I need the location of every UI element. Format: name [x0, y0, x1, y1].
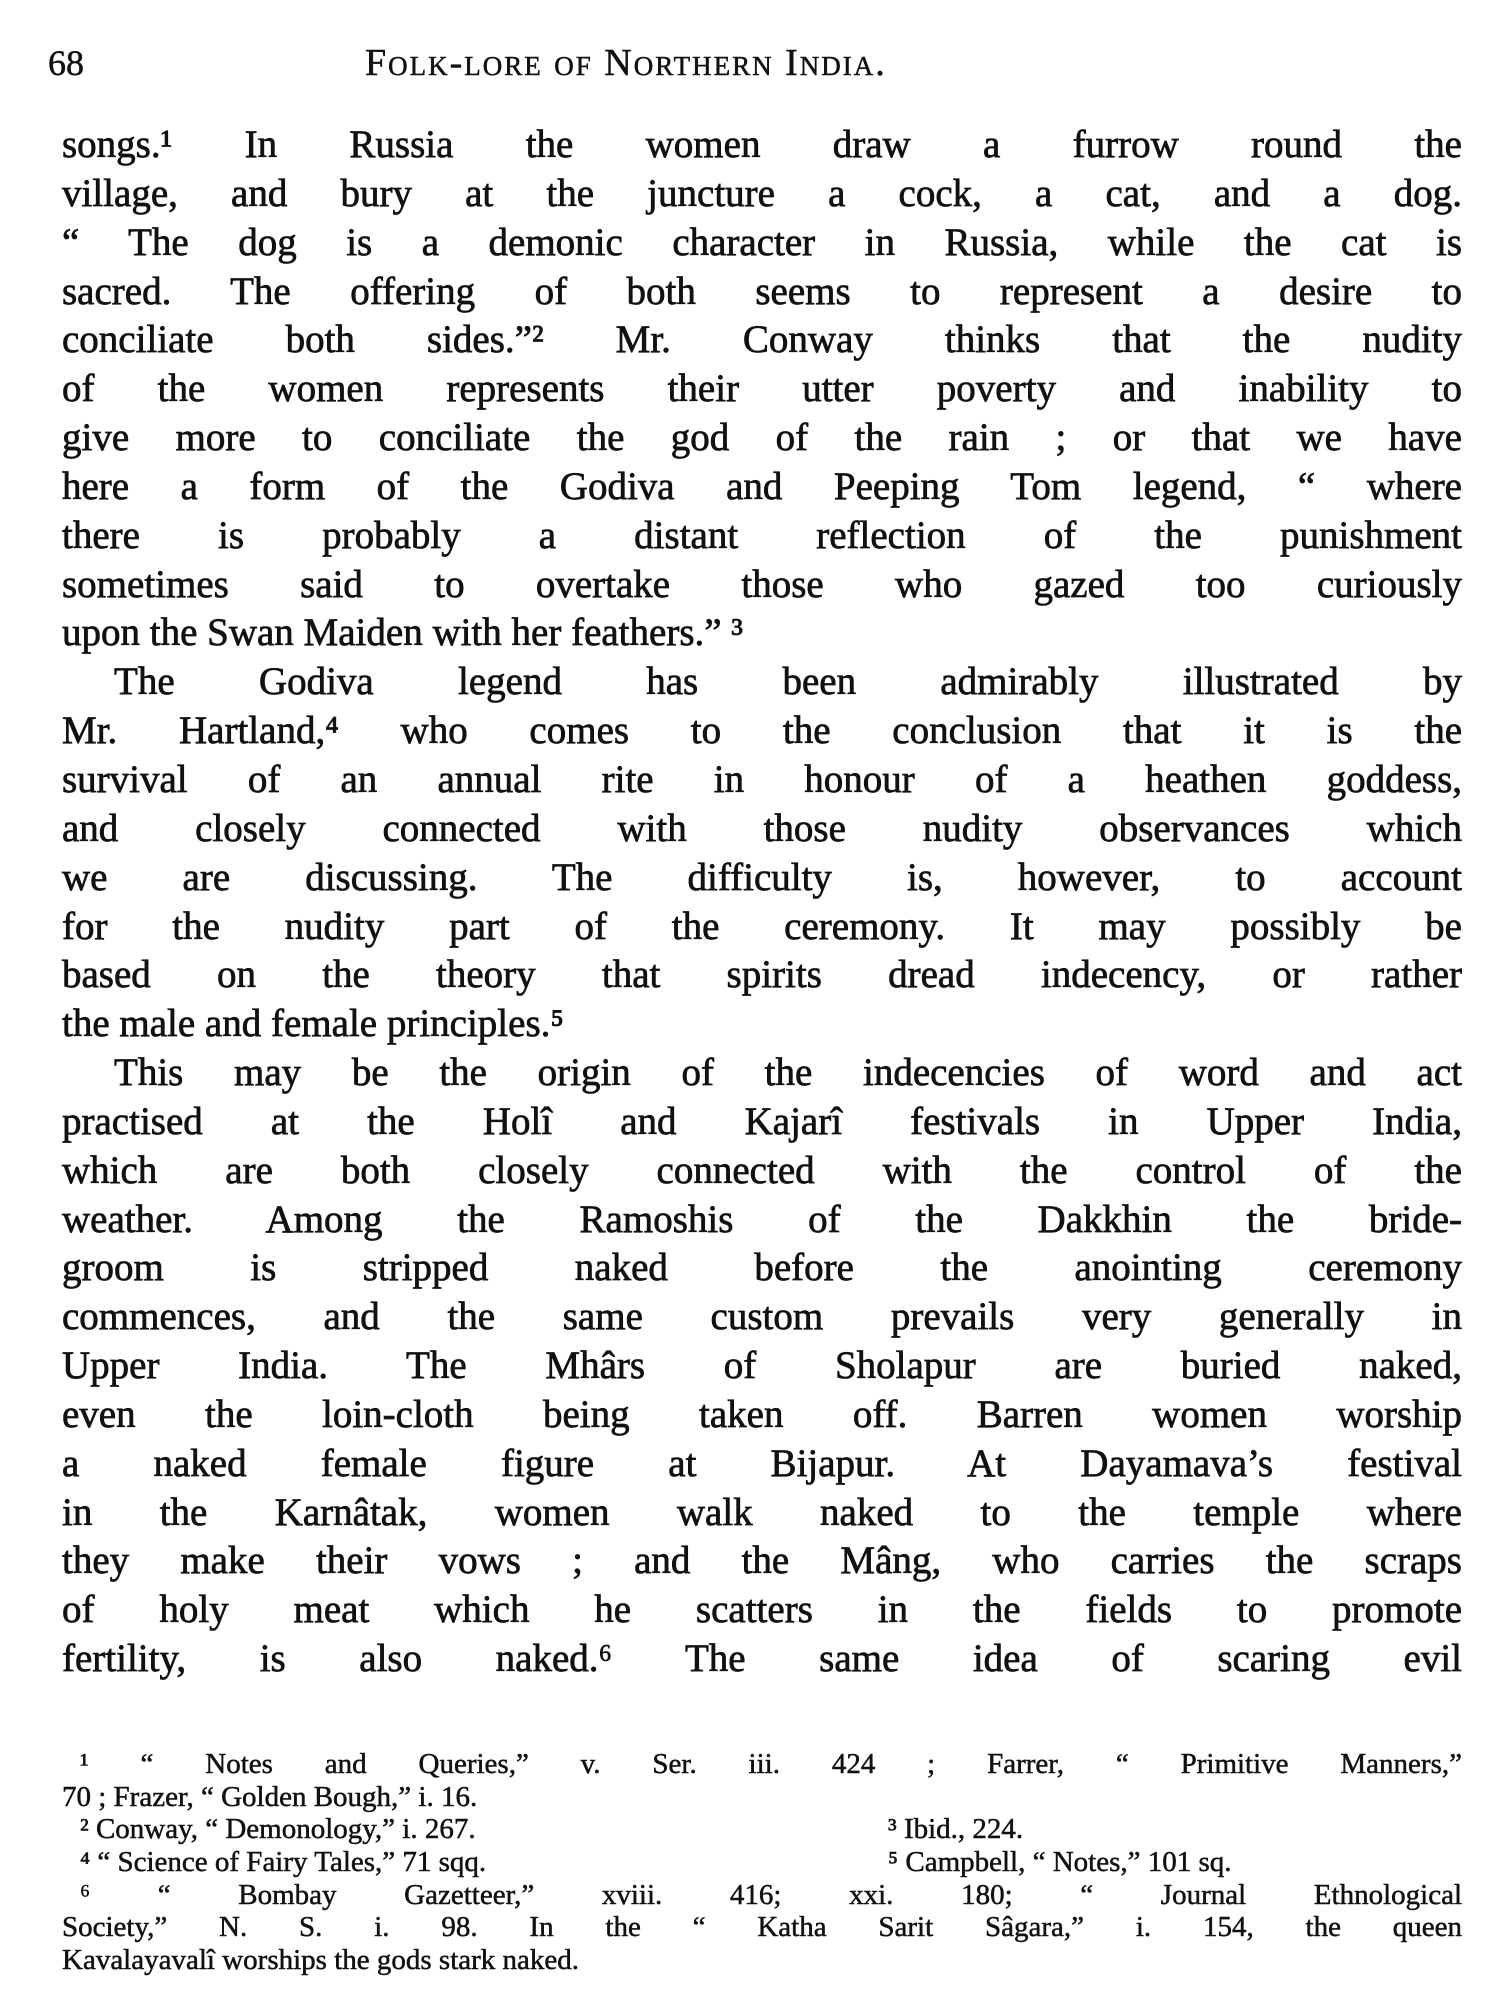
footnote-line: 70 ; Frazer, “ Golden Bough,” i. 16. [62, 1780, 478, 1813]
text-line: village, and bury at the juncture a cock, a cat, and a dog. [62, 171, 1462, 215]
text-line: survival of an annual rite in honour of a heathen goddess, [62, 757, 1462, 801]
body-text [62, 121, 1462, 1684]
text-line: “ The dog is a demonic character in Russia, while the cat is [62, 220, 1462, 264]
text-line: Mr. Hartland,⁴ who comes to the conclusion that it is the [62, 709, 1462, 753]
text-line: we are discussing. The difficulty is, however, to account [62, 855, 1462, 899]
footnotes [62, 1748, 1462, 1977]
text-line: there is probably a distant reflection of the punishment [62, 513, 1462, 557]
text-line: of the women represents their utter poverty and inability to [62, 367, 1462, 411]
text-line: The Godiva legend has been admirably illustrated by [114, 660, 1462, 704]
text-line: sometimes said to overtake those who gazed too curiously [62, 562, 1462, 606]
text-line: Upper India. The Mhârs of Sholapur are buried naked, [62, 1344, 1462, 1388]
text-line: groom is stripped naked before the anointing ceremony [62, 1246, 1462, 1290]
text-line: conciliate both sides.”² Mr. Conway thinks that the nudity [62, 318, 1462, 362]
text-line: songs.¹ In Russia the women draw a furrow round the [62, 123, 1462, 166]
text-line: which are both closely connected with the control of the [62, 1148, 1462, 1192]
text-line: and closely connected with those nudity observances which [62, 806, 1462, 850]
footnote: ⁵ Campbell, “ Notes,” 101 sq. [888, 1846, 1232, 1879]
text-line: here a form of the Godiva and Peeping Tom legend, “ where [62, 464, 1462, 508]
text-line: based on the theory that spirits dread indecency, or rather [62, 953, 1462, 997]
footnote-line: ¹ “ Notes and Queries,” v. Ser. iii. 424 ; Farrer, “ Primitive Manners,” [80, 1748, 1462, 1780]
text-line: fertility, is also naked.⁶ The same idea of scaring evil [62, 1637, 1462, 1681]
footnote: ³ Ibid., 224. [888, 1813, 1024, 1846]
text-line: a naked female figure at Bijapur. At Dayamava’s festival [62, 1441, 1462, 1485]
text-line: even the loin-cloth being taken off. Barren women worship [62, 1392, 1462, 1436]
text-line: upon the Swan Maiden with her feathers.” ³ [62, 611, 743, 655]
text-line: practised at the Holî and Kajarî festivals in Upper India, [62, 1099, 1462, 1143]
footnote-line: Kavalayavalî worships the gods stark naked. [62, 1944, 580, 1977]
text-line: they make their vows ; and the Mâng, who carries the scraps [62, 1539, 1462, 1583]
text-line: commences, and the same custom prevails very generally in [62, 1295, 1462, 1339]
footnote-row [62, 1846, 1462, 1879]
footnote-line: ⁶ “ Bombay Gazetteer,” xviii. 416; xxi. 180; “ Journal Ethnological [80, 1878, 1462, 1911]
footnote-line: Society,” N. S. i. 98. In the “ Katha Sarit Sâgara,” i. 154, the queen [62, 1911, 1462, 1944]
text-line: give more to conciliate the god of the rain ; or that we have [62, 416, 1462, 460]
text-line: the male and female principles.⁵ [62, 1002, 564, 1046]
text-line: in the Karnâtak, women walk naked to the temple where [62, 1490, 1462, 1534]
footnote: ⁴ “ Science of Fairy Tales,” 71 sqq. [80, 1846, 487, 1879]
running-title: Folk-lore of Northern India. [365, 42, 887, 84]
text-line: for the nudity part of the ceremony. It may possibly be [62, 904, 1462, 948]
text-line: This may be the origin of the indecencies of word and act [114, 1051, 1462, 1095]
text-line: weather. Among the Ramoshis of the Dakkhin the bride- [62, 1197, 1462, 1241]
page-number: 68 [48, 43, 84, 83]
footnote-row [62, 1813, 1462, 1846]
text-line: of holy meat which he scatters in the fields to promote [62, 1588, 1462, 1632]
text-line: sacred. The offering of both seems to represent a desire to [62, 269, 1462, 313]
footnote: ² Conway, “ Demonology,” i. 267. [80, 1813, 476, 1846]
